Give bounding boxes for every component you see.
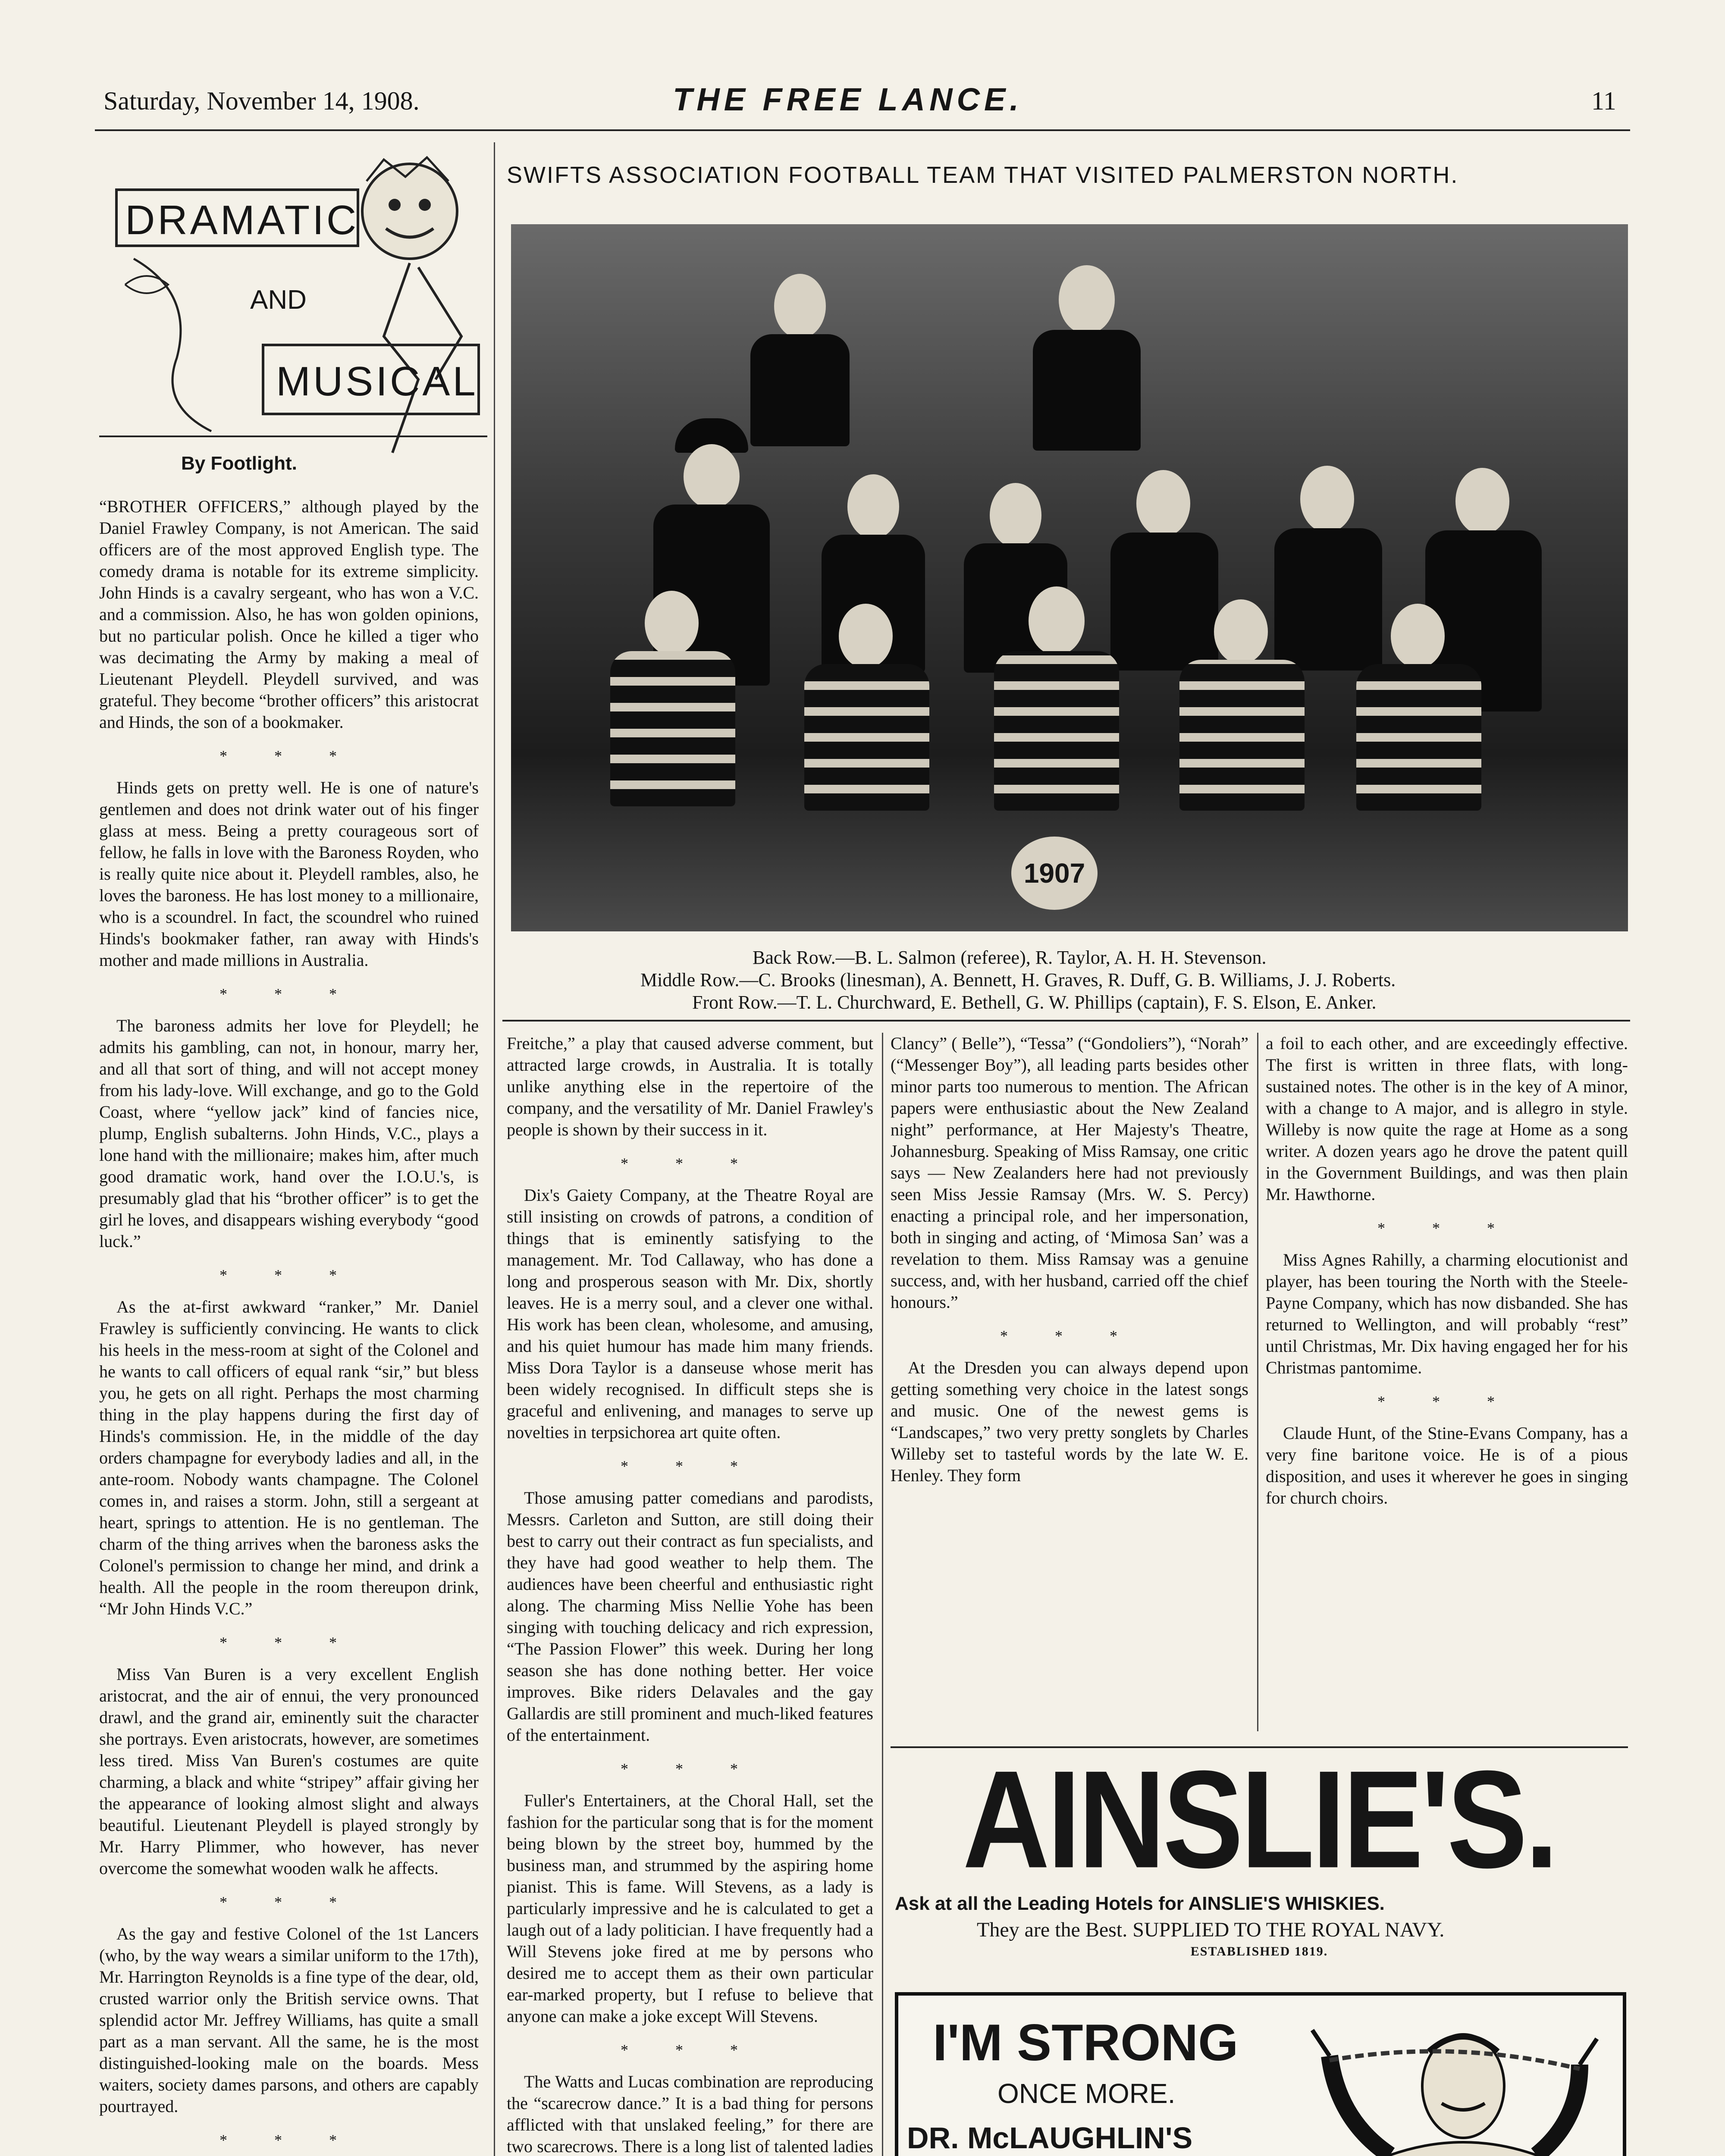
player-head	[1391, 604, 1445, 668]
belt-subheadline: ONCE MORE.	[997, 2078, 1176, 2109]
section-divider: * * *	[220, 1634, 358, 1651]
article-paragraph: At the Dresden you can always depend upon getting something very choice in the latest songs and music. One of the newest gems is “Landscapes,” two very pretty songlets by Charles Willeby set to tasteful words by the late W. E. Henley. They form	[891, 1358, 1248, 1485]
player-body	[610, 651, 735, 806]
article-paragraph: Hinds gets on pretty well. He is one of nature's gentlemen and does not drink water out of his finger glass at mess. Being a pretty courageous sort of fellow, he falls in love with the Baroness Royden, who is really quite nice about it. Pleydell rambles, also, he loves the baroness. He has lost money to a millionaire, who is a scoundrel. In fact, the scoundrel who ruined Hinds's bookmaker father, ran away with Hinds's mother and made millions in Australia.	[99, 778, 479, 970]
logo-underline	[99, 436, 487, 437]
column-rule	[882, 1033, 883, 2156]
electric-belt-advertisement	[895, 1992, 1626, 2156]
photo-caption	[511, 946, 1628, 1014]
football-year: 1907	[1023, 858, 1085, 889]
player-body	[1356, 664, 1481, 811]
third-column	[891, 1033, 1248, 1731]
masthead: THE FREE LANCE.	[673, 81, 1023, 117]
team-photograph	[511, 224, 1628, 931]
article-paragraph: As the gay and festive Colonel of the 1st Lancers (who, by the way wears a similar uniform to the 17th), Mr. Harrington Reynolds is a fine type of the dear, old, crusted warrior only the British service owns. That splendid actor Mr. Jeffrey Williams, has quite a small part as a man servant. All the same, he is the most distinguished-looking male on the boards. Mess waiters, society dames parsons, and others are capably pourtrayed.	[99, 1924, 479, 2116]
strong-man-illustration	[1304, 2013, 1606, 2156]
middle-column	[507, 1033, 873, 2156]
player-body	[994, 651, 1119, 811]
player-head	[1214, 599, 1268, 664]
section-logo	[108, 155, 487, 457]
football	[1011, 837, 1098, 910]
photo-title: SWIFTS ASSOCIATION FOOTBALL TEAM THAT VISITED PALMERSTON NORTH.	[507, 162, 1459, 188]
section-divider: * * *	[621, 1760, 759, 1777]
column-rule	[494, 142, 495, 2156]
ainslie-line1: Ask at all the Leading Hotels for AINSLIE'S WHISKIES.	[895, 1893, 1385, 1914]
section-divider: * * *	[1000, 1327, 1139, 1344]
player-head	[1029, 586, 1085, 655]
player-head	[645, 591, 699, 655]
section-divider: * * *	[621, 2041, 759, 2059]
article-paragraph: Those amusing patter comedians and parodists, Messrs. Carleton and Sutton, are still doing their best to carry out their contract as fun specialists, and they have had good weather to help them. The audiences have been cheerful and enthusiastic right along. The charming Miss Nellie Yohe has been singing with touching delicacy and rich expression, “The Passion Flower” this week. During her long season she has done nothing better. Her voice improves. Bike riders Delavales and the gay Gallardis are still prominent and much-liked features of the entertainment.	[507, 1488, 873, 1745]
belt-doctor-name: DR. McLAUGHLIN'S	[907, 2121, 1193, 2155]
section-divider: * * *	[220, 1266, 358, 1284]
player-head	[774, 274, 826, 338]
player-body	[1110, 533, 1218, 671]
article-paragraph: “BROTHER OFFICERS,” although played by the Daniel Frawley Company, is not American. The said officers are of the most approved English type. The comedy drama is notable for its extreme simplicity. John Hinds is a cavalry sergeant, who has won a V.C. and a commission. Also, he has won golden opinions, but no particular polish. Once he killed a tiger who was decimating the Army by making a meal of Lieutenant Pleydell. Pleydell survived, and was grateful. They become “brother officers” this aristocrat and Hinds, the son of a bookmaker.	[99, 497, 479, 732]
left-column	[99, 496, 479, 2156]
player-head	[839, 604, 893, 668]
header-rule	[95, 129, 1630, 131]
ainslie-line3: ESTABLISHED 1819.	[1190, 1944, 1328, 1959]
article-paragraph: The Watts and Lucas combination are reproducing the “scarecrow dance.” It is a bad thing for persons afflicted with that unslaked feeling,” for there are two scarecrows. There is a long list of talented ladies	[507, 2072, 873, 2156]
article-paragraph: Clancy” ( Belle”), “Tessa” (“Gondoliers”), “Norah” (“Messenger Boy”), all leading parts besides other minor parts too numerous to mention. The African papers were enthusiastic about the New Zealand night” performance, at Her Majesty's Theatre, Johannesburg. Speaking of Miss Ramsay, one critic says — New Zealanders here had not previously seen Miss Jessie Ramsay (Mrs. W. S. Percy) enacting a principal role, and her impersonation, both in singing and acting, of ‘Mimosa San’ was a revelation to them. Miss Ramsay was a genuine success, and, with her husband, carried off the chief honours.”	[891, 1034, 1248, 1312]
player-head	[1136, 470, 1190, 537]
article-paragraph: Fuller's Entertainers, at the Choral Hall, set the fashion for the particular song that is for the moment being blown by the street boy, hummed by the business man, and strummed by the aspiring home pianist. This is fame. Will Stevens, as a lady is particularly impressive and he is calculated to get a laugh out of a lady politician. I have frequently had a Will Stevens joke fired at me by persons who desired me to accept them as their own particular ear-marked property, but I refuse to believe that anyone can make a joke except Will Stevens.	[507, 1791, 873, 2026]
column-rule	[1257, 1033, 1258, 1731]
player-body	[1179, 660, 1305, 811]
page-number: 11	[1591, 87, 1616, 115]
section-divider: * * *	[220, 2131, 358, 2149]
player-head	[1059, 265, 1115, 334]
section-divider: * * *	[220, 1893, 358, 1911]
belt-headline: I'M STRONG	[933, 2014, 1239, 2071]
player-head	[1455, 468, 1509, 535]
player-body	[1033, 330, 1141, 451]
section-divider: * * *	[1377, 1219, 1516, 1237]
logo-word-dramatic: DRAMATIC	[125, 197, 359, 243]
ainslie-advertisement	[891, 1742, 1628, 1979]
section-divider: * * *	[621, 1155, 759, 1172]
article-paragraph: The baroness admits her love for Pleydell; he admits his gambling, can not, in honour, marry her, and all that sort of thing, and will not accept money from his lady-love. Will exchange, and go to the Gold Coast, where “yellow jack” kind of fancies nice, plump, English subalterns. John Hinds, V.C., plays a lone hand with the millionaire; makes him, after much good dramatic work, hand over the I.O.U.'s, is presumably glad that his “brother officer” is to get the girl he loves, and disappears wishing everybody “good luck.”	[99, 1016, 479, 1251]
photo-bottom-rule	[502, 1020, 1630, 1022]
player-head	[1300, 466, 1354, 533]
article-paragraph: Freitche,” a play that caused adverse comment, but attracted large crowds, in Australia. It is totally unlike anything else in the repertoire of the company, and the versatility of Mr. Daniel Frawley's people is shown by their success in it.	[507, 1034, 873, 1139]
article-paragraph: Claude Hunt, of the Stine-Evans Company, has a very fine baritone voice. He is of a pious disposition, and uses it wherever he goes in singing for church choirs.	[1266, 1423, 1628, 1507]
player-head	[990, 483, 1041, 548]
ainslie-line2: They are the Best. SUPPLIED TO THE ROYAL NAVY.	[977, 1918, 1445, 1941]
page-date: Saturday, November 14, 1908.	[104, 87, 420, 115]
article-paragraph: a foil to each other, and are exceedingly effective. The first is written in three flats, with long-sustained notes. The other is in the key of A minor, with a change to A major, and is allegro in style. Willeby is now quite the rage at Home as a song writer. A dozen years ago he drove the patent quill in the Government Buildings, and was then plain Mr. Hawthorne.	[1266, 1034, 1628, 1204]
article-paragraph: As the at-first awkward “ranker,” Mr. Daniel Frawley is sufficiently convincing. He wants to click his heels in the mess-room at sight of the Colonel and he wants to call officers of equal rank “sir,” but bless you, he gets on all right. Perhaps the most charming thing in the play happens during the first day of Hinds's commission. He, in the middle of the day orders champagne for everybody ladies and all, in the ante-room. Nobody wants champagne. The Colonel comes in, and raises a storm. John, still a sergeant at heart, springs to attention. He is no gentleman. The charm of the thing arrives when the baroness asks the Colonel's permission to change her mind, and drink a health. All the people in the room thereupon drink, “Mr John Hinds V.C.”	[99, 1297, 479, 1618]
article-paragraph: Miss Van Buren is a very excellent English aristocrat, and the air of ennui, the very pronounced drawl, and the grand air, eminently suit the character she portrays. Even aristocrats, however, are sometimes less tired. Miss Van Buren's costumes are quite charming, a black and white “stripey” affair giving her the appearance of looking almost slight and always beautiful. Lieutenant Pleydell is played strongly by Mr. Harry Plimmer, who however, has never overcome the somewhat wooden walk he affects.	[99, 1664, 479, 1878]
section-divider: * * *	[621, 1457, 759, 1475]
byline: By Footlight.	[181, 453, 297, 474]
player-head	[684, 444, 740, 509]
article-paragraph: Miss Agnes Rahilly, a charming elocutionist and player, has been touring the North with the Steele-Payne Company, which has now disbanded. She has returned to Wellington, and will probably “rest” until Christmas, Mr. Dix having engaged her for his Christmas pantomime.	[1266, 1250, 1628, 1377]
caption-middle-row: Middle Row.—C. Brooks (linesman), A. Bennett, H. Graves, R. Duff, G. B. Williams, J. J. Roberts.	[640, 969, 1396, 990]
article-paragraph: Dix's Gaiety Company, at the Theatre Royal are still insisting on crowds of patrons, a condition of things that is eminently satisfying to the management. Mr. Tod Callaway, who has done a long and prosperous season with Mr. Dix, shortly leaves. He is a merry soul, and a clever one withal. His work has been clean, wholesome, and amusing, and his quiet humour has made him many friends. Miss Dora Taylor is a danseuse whose merit has been widely recognised. In difficult steps she is graceful and enlivening, and manages to serve up novelties in terpsichorea art quite often.	[507, 1185, 873, 1442]
ainslie-brand: AINSLIE'S.	[963, 1742, 1556, 1897]
logo-word-musical: MUSICAL	[276, 358, 478, 404]
logo-word-and: AND	[250, 285, 307, 315]
section-divider: * * *	[220, 985, 358, 1003]
caption-back-row: Back Row.—B. L. Salmon (referee), R. Taylor, A. H. H. Stevenson.	[753, 947, 1267, 968]
section-divider: * * *	[1377, 1393, 1516, 1410]
caption-front-row: Front Row.—T. L. Churchward, E. Bethell, G. W. Phillips (captain), F. S. Elson, E. Anker.	[692, 992, 1377, 1013]
player-head	[847, 474, 899, 539]
player-body	[750, 334, 850, 446]
fourth-column	[1266, 1033, 1628, 1731]
section-divider: * * *	[220, 747, 358, 765]
player-body	[1274, 528, 1382, 671]
player-body	[804, 664, 929, 811]
